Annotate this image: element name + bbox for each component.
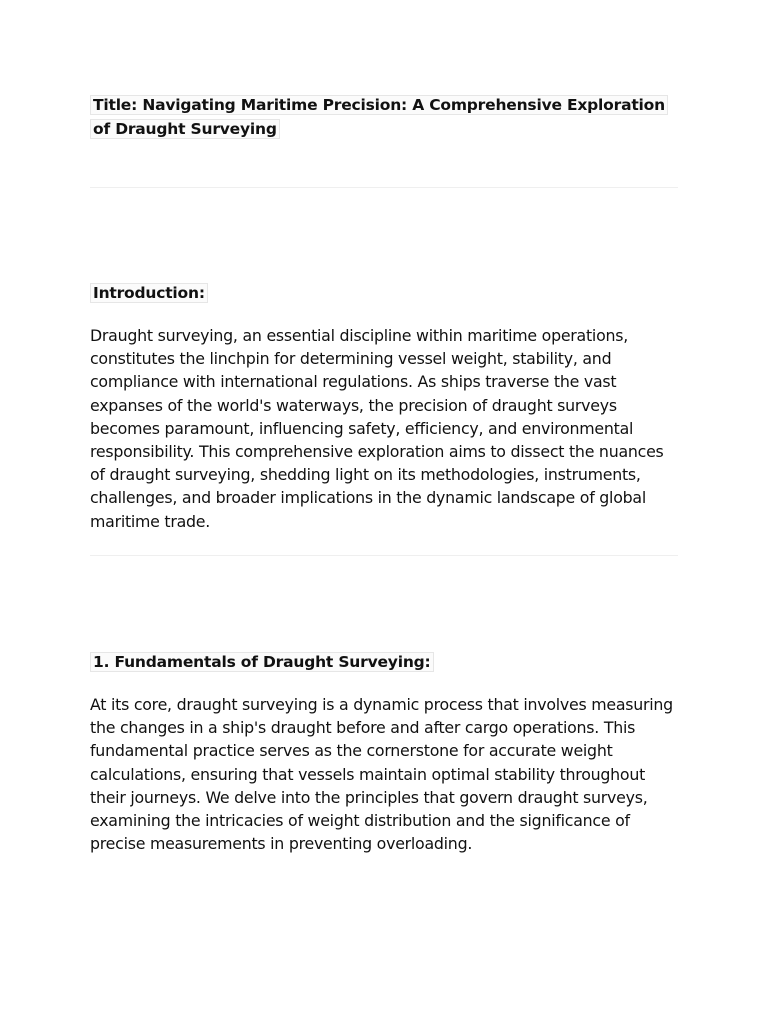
- intro-heading-block: [90, 281, 678, 305]
- document-title: Title: Navigating Maritime Precision: A Comprehensive Exploration of Draught Surveying: [90, 95, 668, 139]
- section-heading-fundamentals: 1. Fundamentals of Draught Surveying:: [90, 652, 434, 672]
- section-divider: [90, 187, 678, 188]
- section-divider: [90, 555, 678, 556]
- section-heading-introduction: Introduction:: [90, 283, 208, 303]
- fundamentals-heading-block: [90, 650, 678, 674]
- section-body-introduction: Draught surveying, an essential discipline within maritime operations, constitutes the linchpin for determining vessel weight, stability, and compliance with international regulations. As ships traverse the vast expanses of the world's waterways, the precision of draught surveys becomes paramount, influencing safety, efficiency, and environmental responsibility. This comprehensive exploration aims to dissect the nuances of draught surveying, shedding light on its methodologies, instruments, challenges, and broader implications in the dynamic landscape of global maritime trade.: [90, 326, 664, 531]
- section-body-fundamentals: At its core, draught surveying is a dynamic process that involves measuring the changes in a ship's draught before and after cargo operations. This fundamental practice serves as the cornerstone for accurate weight calculations, ensuring that vessels maintain optimal stability throughout their journeys. We delve into the principles that govern draught surveys, examining the intricacies of weight distribution and the significance of precise measurements in preventing overloading.: [90, 695, 673, 854]
- title-block: [90, 93, 678, 141]
